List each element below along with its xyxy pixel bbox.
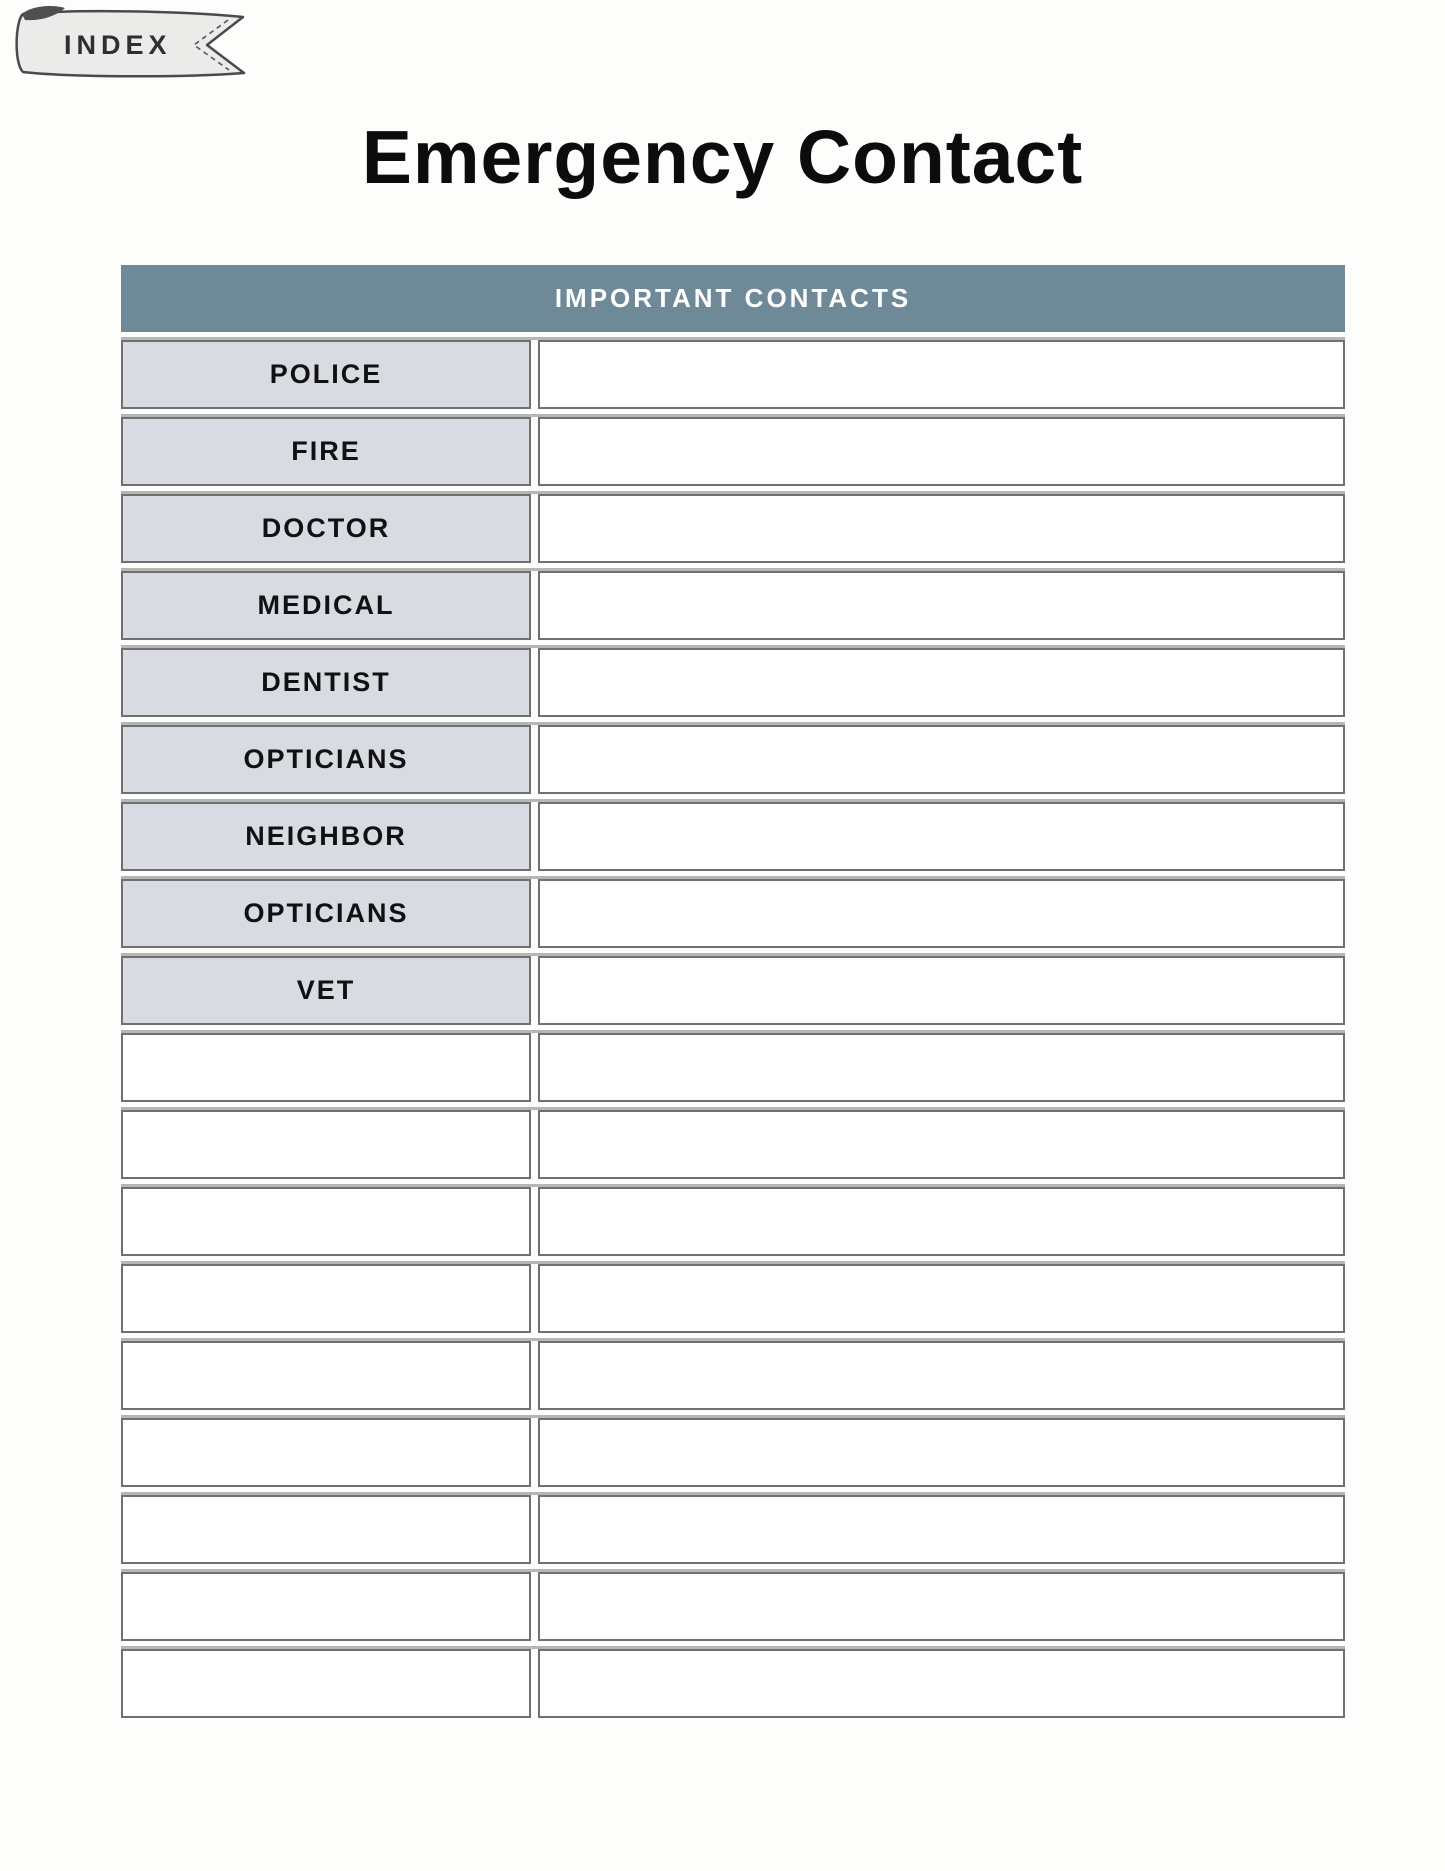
table-row [121,956,1345,1025]
contact-label-cell[interactable] [121,1418,531,1487]
contact-value-field[interactable] [538,1033,1345,1102]
table-row [121,1187,1345,1256]
contact-value-field[interactable] [538,879,1345,948]
contact-value-field[interactable] [538,1187,1345,1256]
table-row [121,417,1345,486]
contact-label-cell[interactable] [121,1264,531,1333]
table-row [121,1418,1345,1487]
table-row [121,1033,1345,1102]
table-row [121,340,1345,409]
table-row [121,1341,1345,1410]
contact-value-field[interactable] [538,417,1345,486]
contact-value-field[interactable] [538,1649,1345,1718]
table-row [121,725,1345,794]
contact-label-cell: OPTICIANS [121,725,531,794]
contact-label-cell: NEIGHBOR [121,802,531,871]
contact-value-field[interactable] [538,340,1345,409]
important-contacts-table [121,265,1345,1726]
contact-label-cell: OPTICIANS [121,879,531,948]
table-row [121,494,1345,563]
contact-label-cell: VET [121,956,531,1025]
table-rows [121,340,1345,1718]
contact-label-cell: DOCTOR [121,494,531,563]
contact-value-field[interactable] [538,1572,1345,1641]
index-ribbon-tab[interactable] [6,2,266,86]
contact-value-field[interactable] [538,802,1345,871]
contact-label-cell[interactable] [121,1341,531,1410]
contact-value-field[interactable] [538,725,1345,794]
table-row [121,879,1345,948]
contact-label-cell[interactable] [121,1033,531,1102]
contact-value-field[interactable] [538,1110,1345,1179]
table-row [121,1495,1345,1564]
contact-label-cell: POLICE [121,340,531,409]
ribbon-label: INDEX [64,30,172,60]
contact-value-field[interactable] [538,648,1345,717]
contact-label-cell[interactable] [121,1572,531,1641]
contact-value-field[interactable] [538,1495,1345,1564]
table-row [121,648,1345,717]
contact-value-field[interactable] [538,1341,1345,1410]
page-title: Emergency Contact [361,115,1084,199]
contact-label-cell: FIRE [121,417,531,486]
table-row [121,1649,1345,1718]
table-row [121,1264,1345,1333]
contact-label-cell: MEDICAL [121,571,531,640]
contact-value-field[interactable] [538,956,1345,1025]
table-row [121,1110,1345,1179]
table-row [121,1572,1345,1641]
contact-label-cell[interactable] [121,1110,531,1179]
contact-label-cell[interactable] [121,1495,531,1564]
contact-label-cell: DENTIST [121,648,531,717]
contact-value-field[interactable] [538,571,1345,640]
contact-value-field[interactable] [538,1264,1345,1333]
contact-label-cell[interactable] [121,1649,531,1718]
table-header: IMPORTANT CONTACTS [121,265,1345,332]
contact-value-field[interactable] [538,1418,1345,1487]
contact-value-field[interactable] [538,494,1345,563]
table-row [121,571,1345,640]
contact-label-cell[interactable] [121,1187,531,1256]
table-row [121,802,1345,871]
